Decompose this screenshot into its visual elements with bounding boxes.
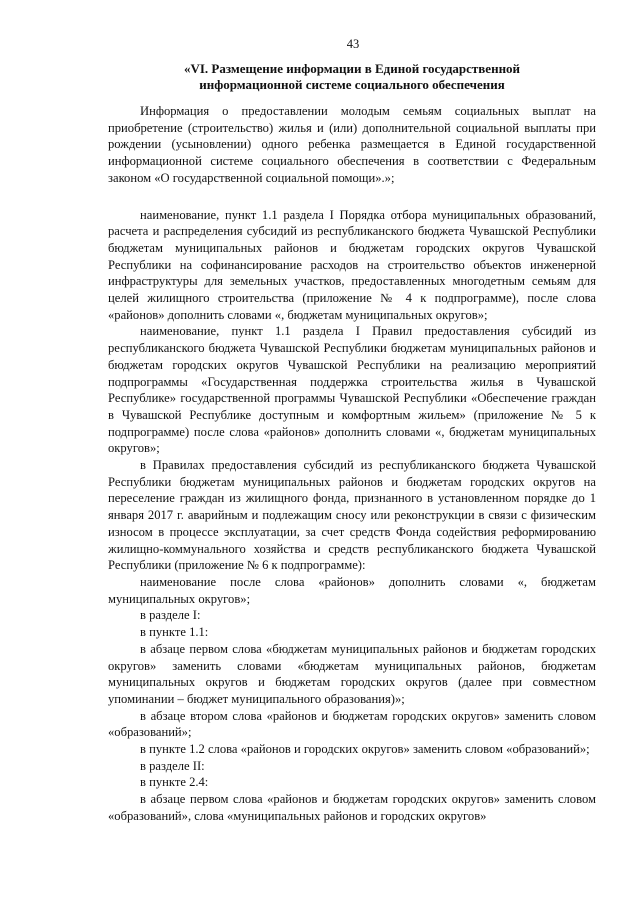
section-heading-line-2: информационной системе социального обеспечения	[199, 77, 505, 92]
paragraph-section-2: в разделе II:	[140, 758, 205, 773]
paragraph-item-1-2: в пункте 1.2 слова «районов и городских округов» заменить словом «образований»;	[140, 742, 590, 757]
paragraph-appendix-4: наименование, пункт 1.1 раздела I Порядка отбора муниципальных образований, расчета и распределения субсидий из республиканского бюджета Чувашской Республики бюджетам муниципальных районов и бюджетам городских округов Чувашской Республики на софинансирование расходов на строительство объектов инженерной инфраструктуры для земельных участков, предоставленных многодетным семьям для целей жилищного строительства (приложение № 4 к подпрограмме), после слова «районов» дополнить словами «, бюджетам муниципальных округов»;	[108, 207, 596, 322]
paragraph-item-1-1-abz-2: в абзаце втором слова «районов и бюджетам городских округов» заменить словом «образований»;	[108, 708, 596, 740]
paragraph-appendix-5: наименование, пункт 1.1 раздела I Правил предоставления субсидий из республиканского бюджета Чувашской Республики бюджетам муниципальных районов и бюджетам городских округов Чувашской Республики на реализацию мероприятий подпрограммы «Государственная поддержка строительства жилья в Чувашской Республике» государственной программы Чувашской Республики «Обеспечение граждан в Чувашской Республике доступным и комфортным жильем» (приложение № 5 к подпрограмме) после слова «районов» дополнить словами «, бюджетам муниципальных округов»;	[108, 324, 596, 456]
page-number: 43	[346, 37, 360, 51]
section-heading	[108, 61, 596, 93]
paragraph-item-1-1-abz-1: в абзаце первом слова «бюджетам муниципальных районов и бюджетам городских округов» заменить словами «бюджетам муниципальных районов, бюджетам муниципальных округов и бюджетам городских округов (далее при совместном упоминании – бюджет муниципального образования)»;	[108, 641, 596, 706]
paragraph-item-2-4: в пункте 2.4:	[140, 775, 209, 790]
paragraph-info-placement: Информация о предоставлении молодым семьям социальных выплат на приобретение (строительство) жилья и (или) дополнительной социальной выплаты при рождении (усыновлении) одного ребенка размещается в Единой государственной информационной системе социального обеспечения в соответствии с Федеральным законом «О государственной социальной помощи».»;	[108, 104, 596, 185]
paragraph-title-amendment: наименование после слова «районов» дополнить словами «, бюджетам муниципальных округов»;	[108, 574, 596, 606]
paragraph-appendix-6: в Правилах предоставления субсидий из республиканского бюджета Чувашской Республики бюджетам муниципальных районов и бюджетам городских округов на переселение граждан из жилищного фонда, признанного в установленном порядке до 1 января 2017 г. аварийным и подлежащим сносу или реконструкции в связи с физическим износом в процессе эксплуатации, за счет средств Фонда содействия реформированию жилищно-коммунального хозяйства и средств республиканского бюджета Чувашской Республики (приложение № 6 к подпрограмме):	[108, 458, 596, 573]
paragraph-item-1-1: в пункте 1.1:	[140, 625, 209, 640]
section-heading-line-1: «VI. Размещение информации в Единой государственной	[183, 61, 521, 76]
paragraph-section-1: в разделе I:	[140, 608, 201, 623]
paragraph-item-2-4-abz-1: в абзаце первом слова «районов и бюджетам городских округов» заменить словом «образований», слова «муниципальных районов и городских округов»	[108, 792, 596, 823]
document-page	[108, 36, 596, 825]
